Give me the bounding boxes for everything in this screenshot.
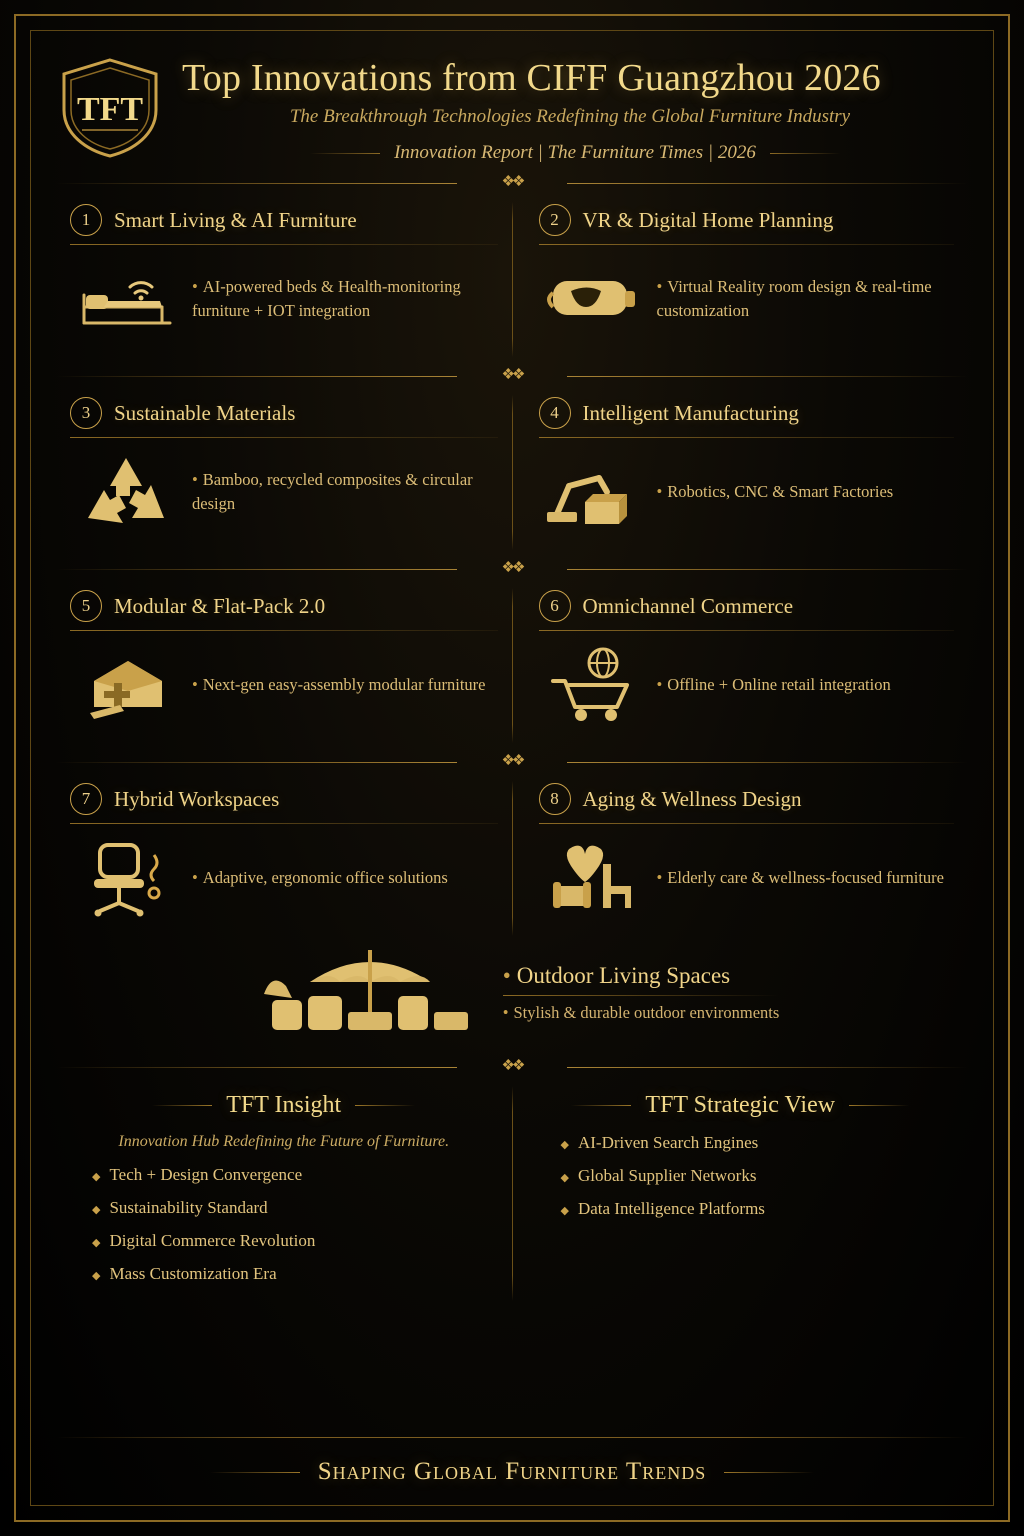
office-chair-icon [70, 837, 182, 919]
panel-tft-insight [56, 1086, 512, 1301]
item-4-number: 4 [539, 397, 571, 429]
item-1-bullet-1 [192, 275, 498, 323]
poster-content [56, 42, 968, 1494]
diamond-ornament-icon: ❖❖ [501, 1058, 523, 1074]
footer-rule [56, 1437, 968, 1438]
item-1-body [70, 251, 498, 347]
item-4-rule [539, 437, 955, 438]
vr-headset-icon [539, 263, 647, 335]
report-meta: Innovation Report | The Furniture Times | 2026 [394, 142, 756, 163]
item-7-rule [70, 823, 498, 824]
item-2-bullet-1 [657, 275, 955, 323]
item-9-subtitle-row [503, 1003, 780, 1023]
item-card-8[interactable] [513, 781, 969, 936]
item-card-1[interactable] [56, 202, 512, 357]
section-separator-2 [56, 363, 968, 389]
panel-2-head [531, 1092, 951, 1119]
panel-tft-strategic-view [513, 1086, 969, 1301]
item-2-body [539, 251, 955, 347]
item-7-number: 7 [70, 783, 102, 815]
item-8-bullet-text: Elderly care & wellness-focused furniture [667, 868, 945, 888]
item-5-title: Modular & Flat-Pack 2.0 [114, 593, 326, 618]
item-4-bullet-text: Robotics, CNC & Smart Factories [667, 482, 894, 502]
diamond-ornament-icon: ❖❖ [501, 753, 523, 769]
item-6-bullet-1 [657, 673, 955, 697]
page-title: Top Innovations from CIFF Guangzhou 2026 [182, 57, 881, 99]
bullet-dot-icon: • [502, 963, 511, 988]
bullet-dot-icon: • [656, 277, 663, 297]
item-card-4[interactable] [513, 395, 969, 550]
heart-armchair-icon [539, 838, 647, 918]
item-card-3[interactable] [56, 395, 512, 550]
list-item[interactable] [92, 1231, 494, 1251]
bullet-dot-icon: • [656, 868, 663, 888]
list-item[interactable] [561, 1199, 951, 1219]
panel-2-item-1: AI-Driven Search Engines [577, 1133, 759, 1152]
summary-panels [56, 1086, 968, 1301]
panel-2-list [531, 1133, 951, 1219]
list-item[interactable] [92, 1165, 494, 1185]
item-4-body [539, 444, 955, 540]
diamond-bullet-icon: ◆ [560, 1172, 569, 1184]
item-2-bullet-text: Virtual Reality room design & real-time customization [656, 277, 932, 320]
item-3-rule [70, 437, 498, 438]
panel-2-title: TFT Strategic View [645, 1092, 836, 1118]
item-9-subtitle: Stylish & durable outdoor environments [513, 1003, 780, 1022]
bullet-dot-icon: • [192, 868, 198, 888]
item-1-bullets [192, 275, 498, 323]
item-6-head [539, 590, 955, 622]
item-card-9[interactable] [56, 938, 968, 1048]
item-6-rule [539, 630, 955, 631]
bullet-dot-icon: • [656, 482, 663, 502]
item-4-title: Intelligent Manufacturing [582, 400, 799, 425]
item-5-head [70, 590, 498, 622]
diamond-bullet-icon: ◆ [560, 1139, 569, 1151]
bullet-dot-icon: • [656, 675, 663, 695]
item-3-body [70, 444, 498, 540]
item-9-title: Outdoor Living Spaces [516, 963, 731, 988]
item-1-rule [70, 244, 498, 245]
items-row-2 [56, 395, 968, 550]
item-1-bullet-text: AI-powered beds & Health-monitoring furniture + IOT integration [192, 277, 461, 320]
panel-1-list [74, 1165, 494, 1284]
items-row-3 [56, 588, 968, 743]
item-8-number: 8 [539, 783, 571, 815]
item-7-bullet-1 [192, 866, 498, 890]
section-separator-1 [56, 170, 968, 196]
item-8-rule [539, 823, 955, 824]
footer-inner [56, 1458, 968, 1486]
diamond-bullet-icon: ◆ [560, 1205, 569, 1217]
flat-pack-box-icon [70, 647, 182, 723]
diamond-ornament-icon: ❖❖ [501, 560, 523, 576]
panel-1-rule-left [152, 1105, 212, 1106]
item-2-rule [539, 244, 955, 245]
item-7-body [70, 830, 498, 926]
list-item[interactable] [92, 1264, 494, 1284]
robot-arm-icon [539, 452, 647, 532]
bullet-dot-icon: • [192, 675, 198, 695]
panel-1-rule-right [355, 1105, 415, 1106]
panel-2-item-2: Global Supplier Networks [577, 1166, 757, 1185]
item-4-bullet-1 [657, 480, 955, 504]
panel-1-item-2: Sustainability Standard [109, 1198, 268, 1217]
item-3-bullets [192, 468, 498, 516]
item-7-title: Hybrid Workspaces [114, 786, 280, 811]
item-9-title-row [503, 963, 780, 989]
footer-tagline: Shaping Global Furniture Trends [317, 1458, 707, 1485]
items-row-4 [56, 781, 968, 936]
item-5-bullet-text: Next-gen easy-assembly modular furniture [202, 675, 486, 695]
item-6-body [539, 637, 955, 733]
panel-2-rule-right [849, 1105, 909, 1106]
item-8-head [539, 783, 955, 815]
footer [56, 1437, 968, 1486]
items-row-1 [56, 202, 968, 357]
header [56, 42, 968, 164]
item-3-bullet-text: Bamboo, recycled composites & circular design [192, 470, 473, 513]
item-6-bullets [657, 673, 955, 697]
item-4-bullets [657, 480, 955, 504]
item-2-number: 2 [539, 204, 571, 236]
panel-1-title: TFT Insight [226, 1092, 342, 1118]
item-3-bullet-1 [192, 468, 498, 516]
list-item[interactable] [92, 1198, 494, 1218]
item-9-text [503, 963, 780, 1023]
panel-2-item-3: Data Intelligence Platforms [577, 1199, 765, 1218]
item-8-bullets [657, 866, 955, 890]
meta-rule-left [310, 153, 380, 154]
item-5-bullets [192, 673, 498, 697]
bullet-dot-icon: • [192, 277, 198, 297]
panel-1-head [74, 1092, 494, 1119]
page-subtitle: The Breakthrough Technologies Redefining the Global Furniture Industry [289, 106, 851, 127]
item-2-head [539, 204, 955, 236]
item-8-title: Aging & Wellness Design [582, 786, 802, 811]
meta-rule-right [770, 153, 840, 154]
report-meta-row [182, 142, 968, 164]
section-separator-5 [56, 1054, 968, 1080]
bullet-dot-icon: • [192, 470, 198, 490]
item-5-body [70, 637, 498, 733]
item-2-bullets [657, 275, 955, 323]
item-8-bullet-1 [657, 866, 955, 890]
item-5-bullet-1 [192, 673, 498, 697]
header-text [182, 52, 968, 164]
footer-rule-left [210, 1472, 300, 1473]
item-5-rule [70, 630, 498, 631]
footer-rule-right [724, 1472, 814, 1473]
patio-umbrella-icon [245, 938, 495, 1048]
panel-1-item-4: Mass Customization Era [109, 1264, 277, 1283]
svg-text:TFT: TFT [76, 91, 144, 128]
item-6-bullet-text: Offline + Online retail integration [667, 675, 891, 695]
panel-2-rule-left [571, 1105, 631, 1106]
item-7-head [70, 783, 498, 815]
diamond-bullet-icon: ◆ [92, 1204, 101, 1216]
diamond-ornament-icon: ❖❖ [501, 367, 523, 383]
diamond-bullet-icon: ◆ [92, 1270, 101, 1282]
item-7-bullets [192, 866, 498, 890]
diamond-bullet-icon: ◆ [92, 1237, 101, 1249]
diamond-ornament-icon: ❖❖ [501, 174, 523, 190]
item-7-bullet-text: Adaptive, ergonomic office solutions [202, 868, 448, 888]
item-9-rule [503, 995, 780, 996]
panel-1-note: Innovation Hub Redefining the Future of Furniture. [118, 1133, 450, 1150]
item-3-title: Sustainable Materials [114, 400, 296, 425]
item-1-head [70, 204, 498, 236]
recycle-icon [70, 452, 182, 532]
panel-1-item-3: Digital Commerce Revolution [109, 1231, 316, 1250]
item-4-head [539, 397, 955, 429]
item-card-6[interactable] [513, 588, 969, 743]
item-card-2[interactable] [513, 202, 969, 357]
shopping-cart-globe-icon [539, 645, 647, 725]
item-card-7[interactable] [56, 781, 512, 936]
list-item[interactable] [561, 1166, 951, 1186]
list-item[interactable] [561, 1133, 951, 1153]
bullet-dot-icon: • [502, 1003, 509, 1022]
smart-bed-icon [70, 261, 182, 337]
item-6-number: 6 [539, 590, 571, 622]
item-3-number: 3 [70, 397, 102, 429]
item-card-5[interactable] [56, 588, 512, 743]
item-6-title: Omnichannel Commerce [582, 593, 794, 618]
shield-icon [56, 56, 164, 160]
section-separator-3 [56, 556, 968, 582]
item-1-number: 1 [70, 204, 102, 236]
section-separator-4 [56, 749, 968, 775]
item-2-title: VR & Digital Home Planning [582, 207, 834, 232]
item-3-head [70, 397, 498, 429]
panel-1-item-1: Tech + Design Convergence [109, 1165, 303, 1184]
item-1-title: Smart Living & AI Furniture [114, 207, 357, 232]
diamond-bullet-icon: ◆ [92, 1171, 101, 1183]
item-5-number: 5 [70, 590, 102, 622]
item-8-body [539, 830, 955, 926]
